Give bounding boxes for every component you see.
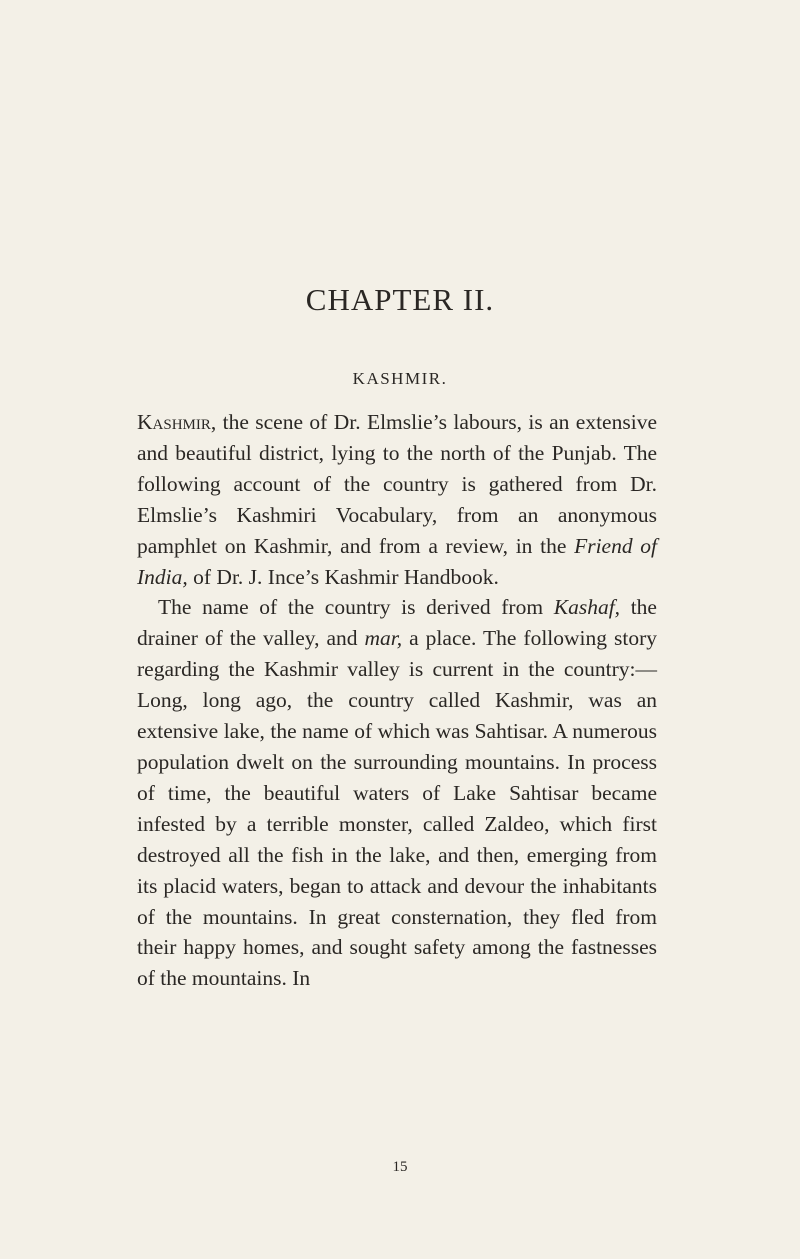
paragraph-text: a place. The following story regarding the Kashmir valley is current in the country:—Long, long ago, the country called Kashmir, was an extensive lake, the name of which was Sahtisar. A numerous population dwelt on the surrounding mountains. In process of time, the beautiful waters of Lake Sahtisar became infested by a terrible monster, called Zaldeo, which first destroyed all the fish in the lake, and then, emerging from its placid waters, began to attack and devour the inhabitants of the mountains. In great consternation, they fled from their happy homes, and sought safety among the fastnesses of the mountains. In (137, 626, 657, 991)
body-text (137, 407, 657, 994)
paragraph-text: , the scene of Dr. Elmslie’s labours, is an extensive and beautiful district, lying to the north of the Punjab. The following account of the country is gathered from Dr. Elmslie’s Kashmiri Vocabulary, from an anonymous pamphlet on Kashmir, and from a review, in the (137, 410, 657, 558)
italic-word: mar, (364, 626, 403, 651)
italic-word: Kashaf, (553, 595, 621, 620)
paragraph-text: of Dr. J. Ince’s Kashmir Handbook. (187, 564, 499, 589)
lead-word: Kashmir (137, 410, 211, 434)
paragraph-text: The name of the country is derived from (158, 595, 554, 620)
paragraph-2 (137, 592, 657, 994)
section-heading: KASHMIR. (352, 369, 448, 388)
paragraph-text: the drainer of the valley, and (137, 595, 657, 651)
paragraph-1 (137, 407, 657, 592)
page-number: 15 (392, 1159, 408, 1175)
chapter-heading: CHAPTER II. (305, 282, 495, 317)
italic-title: Friend of India, (137, 533, 658, 589)
